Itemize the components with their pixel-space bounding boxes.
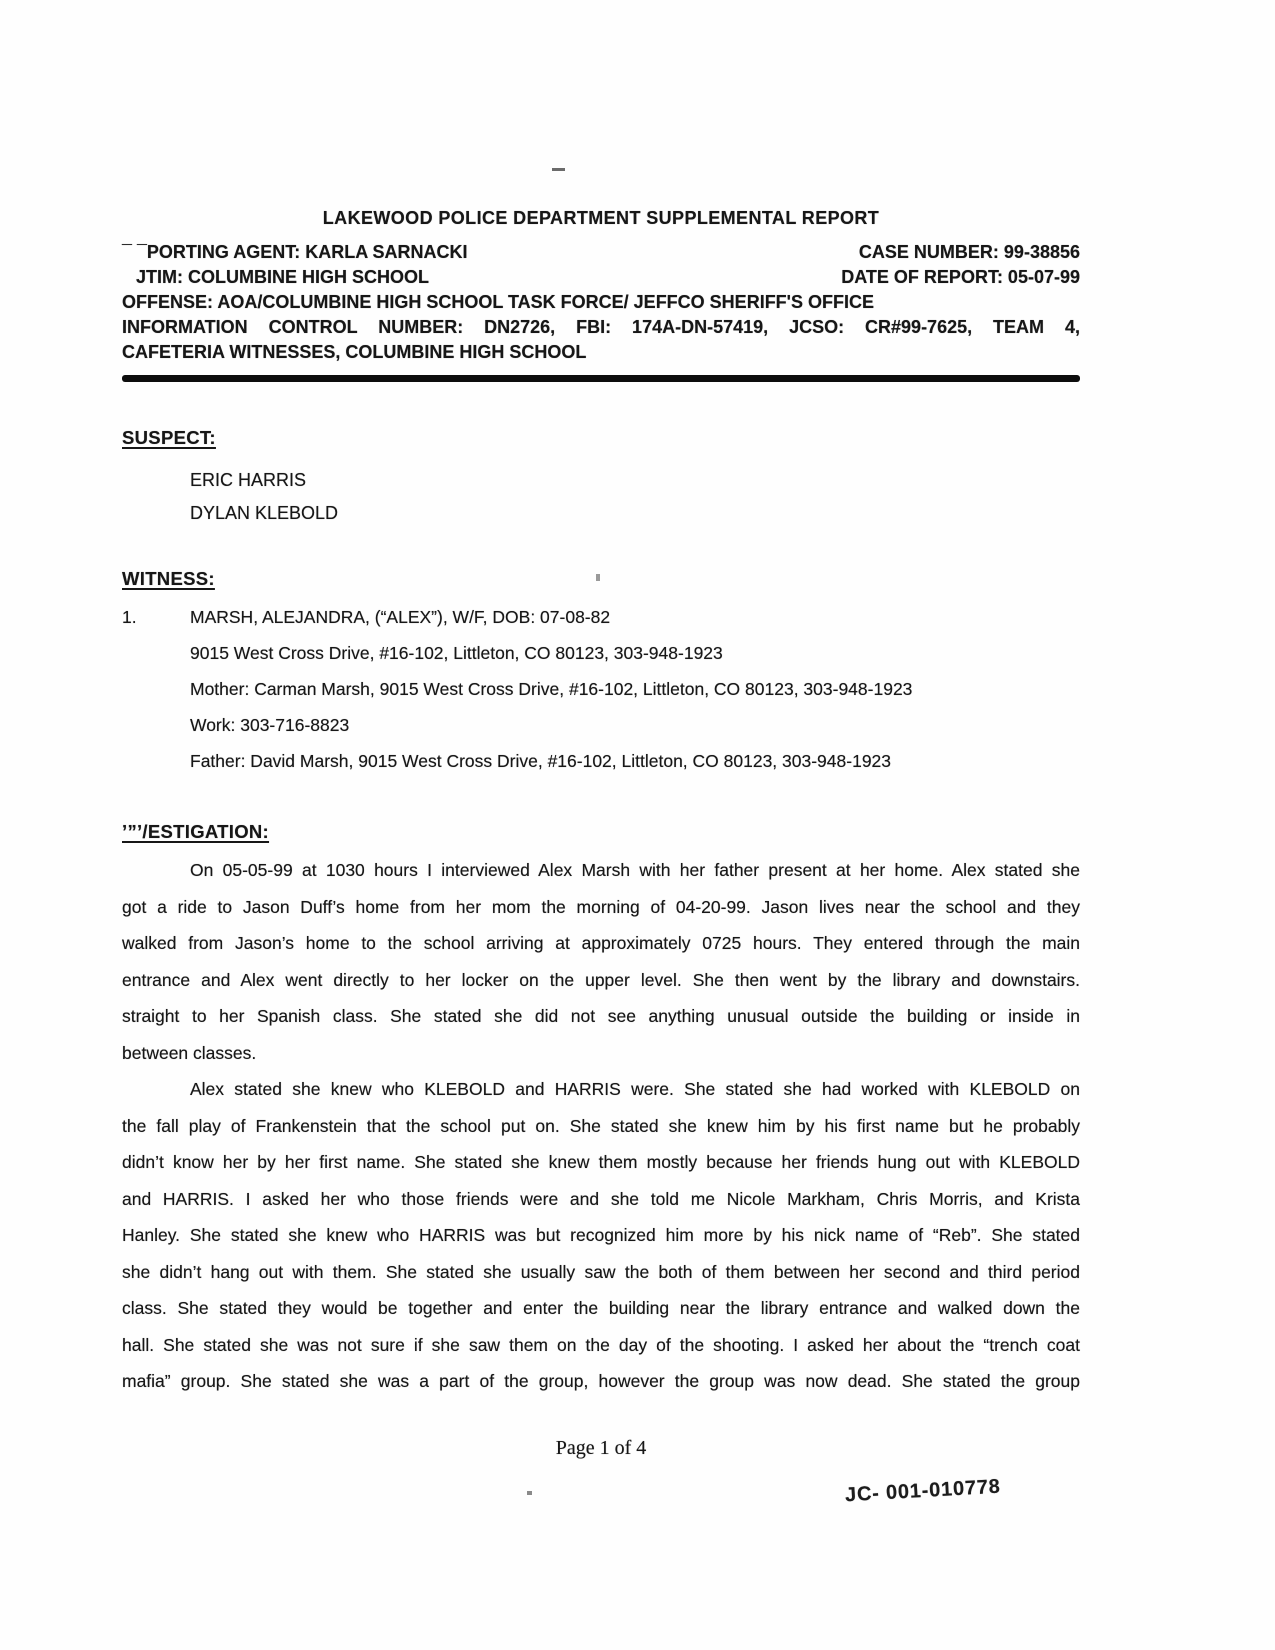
- reporting-agent-line: ¯ ¯PORTING AGENT: KARLA SARNACKI: [122, 242, 468, 262]
- page-number-label: Page 1 of 4: [555, 1436, 647, 1459]
- paragraph-line: mafia” group. She stated she was a part of the group, however the group was now dead. She stated the group: [122, 1371, 1080, 1391]
- header-row-victim-date: [122, 265, 1080, 290]
- paragraph-line: between classes.: [122, 1042, 257, 1063]
- paragraph-line: the fall play of Frankenstein that the school put on. She stated she knew him by his first name but he probably: [122, 1115, 1080, 1136]
- paragraph-line: got a ride to Jason Duff’s home from her mom the morning of 04-20-99. Jason lives near the school and they: [122, 896, 1080, 917]
- document-content: [122, 206, 1080, 1460]
- offense-line: OFFENSE: AOA/COLUMBINE HIGH SCHOOL TASK FORCE/ JEFFCO SHERIFF'S OFFICE: [122, 292, 874, 312]
- evidence-stamp: JC- 001-010778: [844, 1475, 1002, 1507]
- witness-address-row: [122, 641, 1080, 665]
- paragraph-line: and HARRIS. I asked her who those friends were and she told me Nicole Markham, Chris Morris, and Krista: [122, 1188, 1080, 1209]
- scan-artifact-dot: [527, 1491, 532, 1495]
- paragraph-line: Hanley. She stated she knew who HARRIS was but recognized him more by his nick name of “Reb”. She stated: [122, 1225, 1080, 1245]
- paragraph-line: straight to her Spanish class. She stated she did not see anything unusual outside the building or inside in: [122, 1006, 1080, 1026]
- suspect-name: DYLAN KLEBOLD: [190, 503, 339, 523]
- information-control-line: INFORMATION CONTROL NUMBER: DN2726, FBI: 174A-DN-57419, JCSO: CR#99-7625, TEAM 4,: [122, 317, 1080, 337]
- witness-work-row: [122, 713, 1080, 737]
- investigation-paragraph-2: [122, 1071, 1080, 1400]
- paragraph-line: she didn’t hang out with them. She stated she usually saw the both of them between her second and third period: [122, 1261, 1080, 1282]
- paragraph-line: hall. She stated she was not sure if she saw them on the day of the shooting. I asked her about the “trench coat: [122, 1334, 1080, 1355]
- witness-name-line: MARSH, ALEJANDRA, (“ALEX”), W/F, DOB: 07-08-82: [190, 607, 611, 627]
- header-row-agent-case: [122, 240, 1080, 265]
- witness-name-row: [122, 605, 1080, 629]
- witness-mother-line: Mother: Carman Marsh, 9015 West Cross Drive, #16-102, Littleton, CO 80123, 303-948-1923: [190, 679, 913, 699]
- suspect-name: ERIC HARRIS: [190, 470, 307, 490]
- investigation-heading: ’”’/ESTIGATION:: [122, 821, 270, 842]
- divider-rule: [122, 375, 1080, 382]
- paragraph-line: entrance and Alex went directly to her locker on the upper level. She then went by the library and downstairs.: [122, 969, 1080, 990]
- paragraph-line: didn’t know her by her first name. She stated she knew them mostly because her friends hung out with KLEBOLD: [122, 1152, 1080, 1172]
- victim-line: JTIM: COLUMBINE HIGH SCHOOL: [136, 267, 429, 287]
- witness-father-row: [122, 749, 1080, 773]
- paragraph-line: class. She stated they would be together and enter the building near the library entrance and walked down the: [122, 1298, 1080, 1318]
- date-of-report: DATE OF REPORT: 05-07-99: [841, 267, 1080, 287]
- paragraph-line: On 05-05-99 at 1030 hours I interviewed Alex Marsh with her father present at her home. Alex stated she: [190, 860, 1080, 880]
- witness-work-line: Work: 303-716-8823: [190, 715, 350, 735]
- case-number: CASE NUMBER: 99-38856: [858, 242, 1080, 262]
- scan-artifact-dash: [552, 168, 565, 171]
- suspect-heading: SUSPECT:: [122, 427, 216, 448]
- witness-heading: WITNESS:: [122, 568, 215, 589]
- paragraph-line: walked from Jason’s home to the school arriving at approximately 0725 hours. They entered through the main: [122, 933, 1080, 953]
- witness-address-line: 9015 West Cross Drive, #16-102, Littleton, CO 80123, 303-948-1923: [190, 643, 723, 663]
- witness-number: 1.: [122, 607, 137, 627]
- paragraph-line: Alex stated she knew who KLEBOLD and HARRIS were. She stated she had worked with KLEBOLD on: [190, 1079, 1080, 1099]
- report-title: LAKEWOOD POLICE DEPARTMENT SUPPLEMENTAL REPORT: [322, 208, 880, 228]
- witness-mother-row: [122, 677, 1080, 701]
- information-control-line-2: CAFETERIA WITNESSES, COLUMBINE HIGH SCHOOL: [122, 342, 587, 362]
- witness-father-line: Father: David Marsh, 9015 West Cross Drive, #16-102, Littleton, CO 80123, 303-948-1923: [190, 751, 892, 771]
- scan-artifact-tick: [596, 574, 600, 581]
- investigation-paragraph-1: [122, 852, 1080, 1071]
